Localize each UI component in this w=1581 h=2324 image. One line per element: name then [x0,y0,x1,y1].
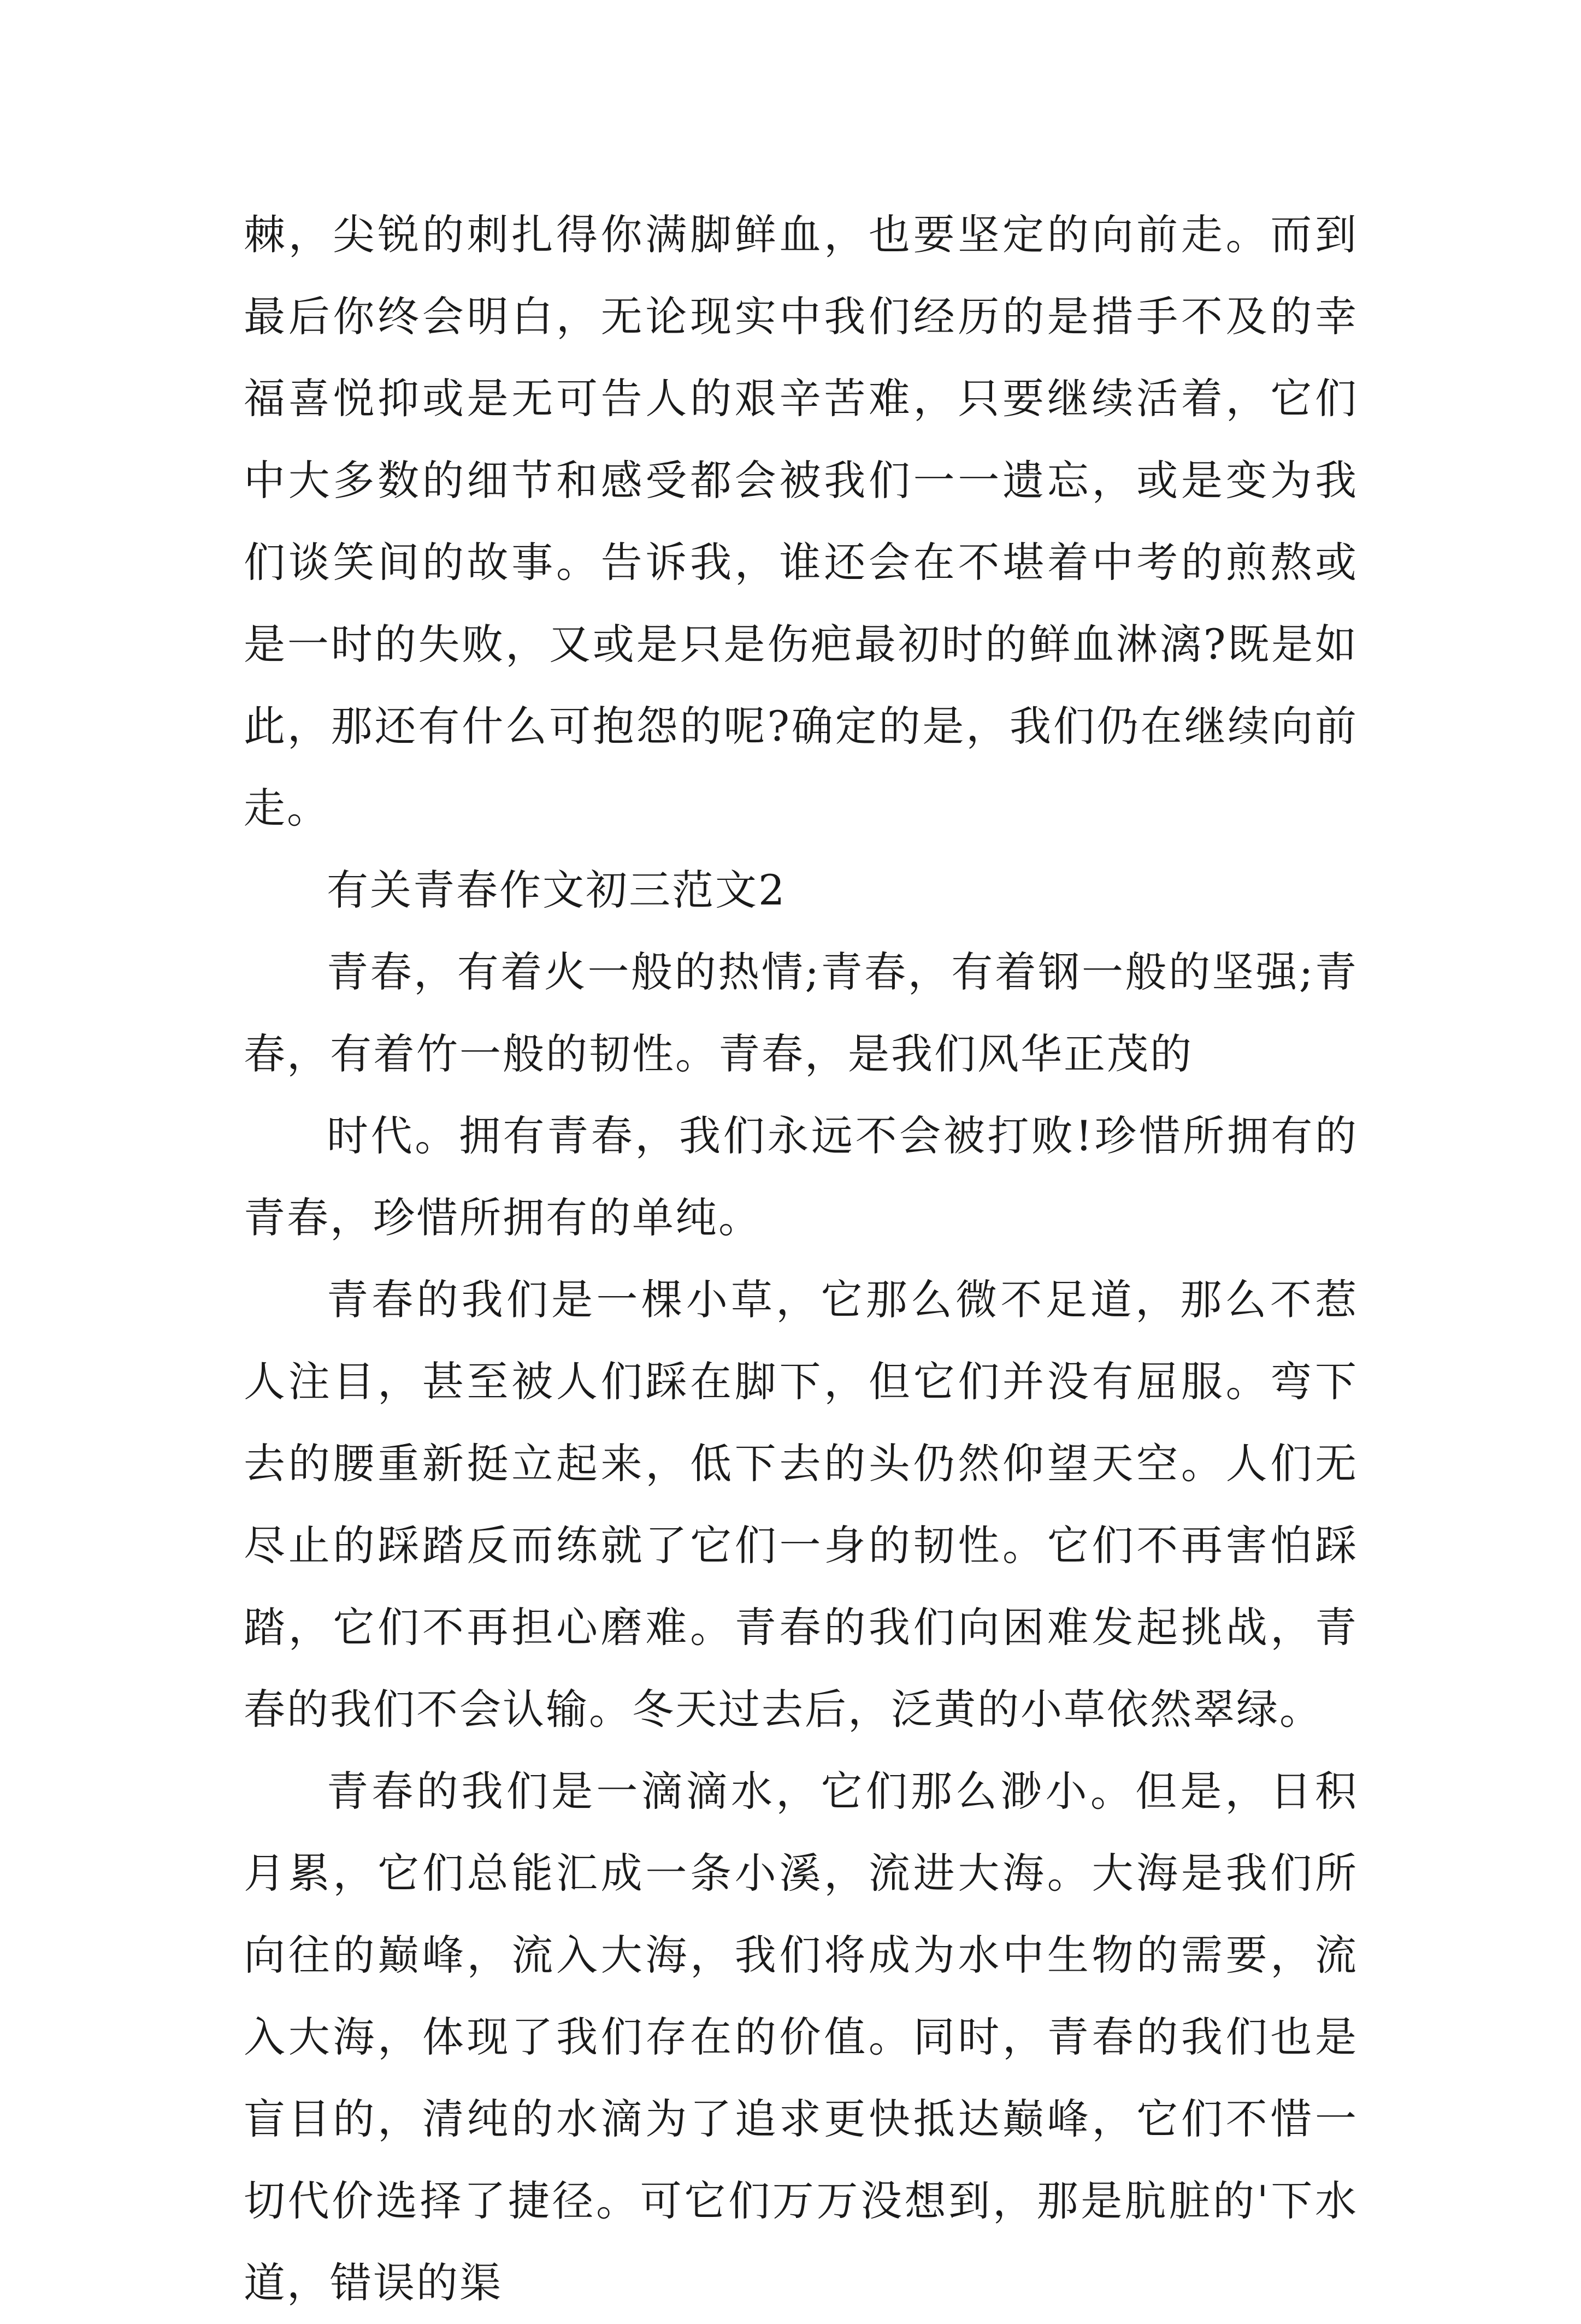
paragraph-continuation: 棘，尖锐的刺扎得你满脚鲜血，也要坚定的向前走。而到最后你终会明白，无论现实中我们经历的是措手不及的幸福喜悦抑或是无可告人的艰辛苦难，只要继续活着，它们中大多数的细节和感受都会被我们一一遗忘，或是变为我们谈笑间的故事。告诉我，谁还会在不堪着中考的煎熬或是一时的失败，又或是只是伤疤最初时的鲜血淋漓?既是如此，那还有什么可抱怨的呢?确定的是，我们仍在继续向前走。 [244,210,1358,832]
paragraph: 青春的我们是一滴滴水，它们那么渺小。但是，日积月累，它们总能汇成一条小溪，流进大海。大海是我们所向往的巅峰，流入大海，我们将成为水中生物的需要，流入大海，体现了我们存在的价值。同时，青春的我们也是盲目的，清纯的水滴为了追求更快抵达巅峰，它们不惜一切代价选择了捷径。可它们万万没想到，那是肮脏的'下水道，错误的渠 [244,1767,1358,2307]
article-body [244,194,1358,2324]
paragraph: 青春的我们是一棵小草，它那么微不足道，那么不惹人注目，甚至被人们踩在脚下，但它们并没有屈服。弯下去的腰重新挺立起来，低下去的头仍然仰望天空。人们无尽止的踩踏反而练就了它们一身的韧性。它们不再害怕踩踏，它们不再担心磨难。青春的我们向困难发起挑战，青春的我们不会认输。冬天过去后，泛黄的小草依然翠绿。 [244,1275,1358,1734]
paragraph: 青春，有着火一般的热情;青春，有着钢一般的坚强;青春，有着竹一般的韧性。青春，是我们风华正茂的 [244,948,1358,1078]
paragraph: 时代。拥有青春，我们永远不会被打败!珍惜所拥有的青春，珍惜所拥有的单纯。 [244,1111,1358,1242]
section-heading: 有关青春作文初三范文2 [327,866,787,914]
